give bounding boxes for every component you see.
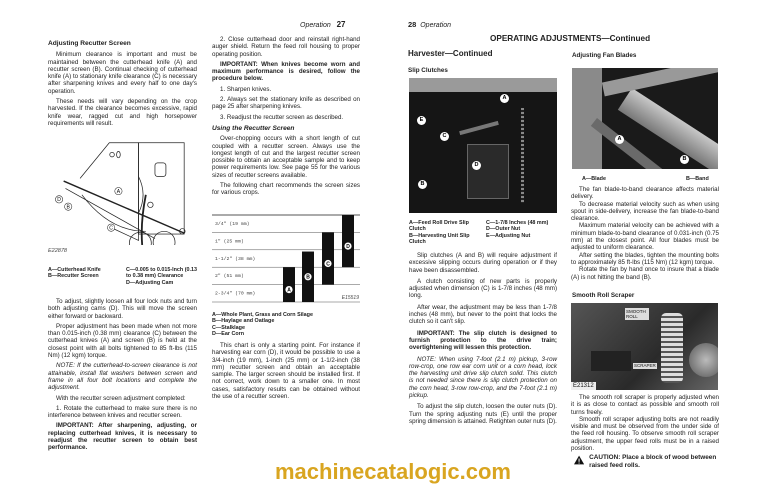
- legend-item: C—Stalklage: [212, 324, 245, 331]
- paragraph: To adjust the slip clutch, loosen the outer nuts (D). Turn the spring adjusting nuts (E) until the proper spring dimension is attained. Retighten outer nuts (D).: [409, 403, 557, 425]
- header-label: Operation: [420, 22, 451, 29]
- figure-legend-right: [126, 267, 197, 286]
- left-column-1-lower: [48, 298, 197, 455]
- left-column-2-lower: [212, 342, 360, 403]
- paragraph: After wear, the adjustment may be less than 1-7/8 inches (48 mm), but never to the point that locks the clutch so it can't slip.: [409, 303, 557, 326]
- left-column-2: [212, 36, 360, 200]
- note: NOTE: If the cutterhead-to-screen clearance is not attainable, install flat washers between screen and frame in all four bolt locations and complete the adjustment.: [48, 362, 197, 392]
- list-item: 2. Always set the stationary knife as described on page 25 after sharpening knives.: [212, 96, 360, 111]
- page-header-left: [300, 21, 346, 29]
- photo-legend-left: [409, 220, 483, 246]
- legend-item: D—Ear Corn: [212, 331, 245, 338]
- svg-text:D: D: [57, 197, 61, 204]
- legend-item: A—Feed Roll Drive Slip Clutch: [409, 220, 469, 233]
- paragraph: A clutch consisting of new parts is properly adjusted when dimension (C) is 1-7/8 inches (48 mm) long.: [409, 277, 557, 300]
- bar-label: A: [287, 287, 291, 294]
- paragraph: Over-chopping occurs with a short length of cut coupled with a recutter screen. Always use the longest length of cut and the largest recutter screen possible to obtain an acceptable sample and to keep power requirements low. See page 55 for the various sizes of recutter screens available.: [212, 135, 360, 179]
- legend-item: E—Adjusting Nut: [486, 232, 531, 239]
- row-label: 3/4" (19 mm): [215, 222, 250, 227]
- legend-item: B—Band: [686, 176, 709, 182]
- paragraph: Slip clutches (A and B) will require adjustment if excessive slipping occurs during operation or if they have been disassembled.: [409, 252, 557, 274]
- smooth-roll-scraper-photo: [571, 303, 718, 390]
- figure-code: E22878: [48, 248, 67, 254]
- fan-blade-photo: [572, 68, 718, 169]
- page-header-right: [408, 21, 451, 29]
- photo-label: C: [440, 132, 449, 141]
- chart-bar-c: [322, 232, 334, 284]
- paragraph: After setting the blades, tighten the mounting bolts to approximately 85 ft-lbs (115 Nm) (12 kgm) torque.: [571, 251, 719, 266]
- paragraph: These needs will vary depending on the crop harvested. If the clearance becomes excessive, rapid knife wear, ragged cut and high horsepower requirements will result.: [48, 98, 197, 127]
- warning-triangle-icon: [574, 454, 584, 466]
- svg-text:A: A: [116, 188, 121, 195]
- left-column-1: [48, 40, 197, 130]
- paragraph: Maximum material velocity can be achieved with a minimum blade-to-band clearance of 0.031-inch (0.75 mm) at the closest point. All four blades must be adjusted to uniform clearance.: [571, 222, 719, 252]
- paragraph: Rotate the fan by hand once to insure that a blade (A) is not hitting the band (B).: [571, 266, 719, 281]
- watermark: machinecatalogic.com: [275, 459, 511, 484]
- paragraph: Smooth roll scraper adjusting bolts are not readily visible and must be observed from the under side of the feed roll housing. To observe smooth roll scraper adjustment, the upper feed rolls must be in a raised position.: [571, 415, 719, 453]
- step: 1. Rotate the cutterhead to make sure there is no interference between knives and recutter screen.: [48, 404, 197, 420]
- page-number: 27: [336, 20, 346, 29]
- legend-item: B—Haylage and Oatlage: [212, 318, 275, 325]
- photo-label: B: [418, 180, 427, 189]
- recutter-diagram: [48, 140, 198, 245]
- chart-legend: [212, 312, 360, 338]
- photo-label: A: [500, 94, 509, 103]
- paragraph: With the recutter screen adjustment completed:: [56, 394, 186, 402]
- important-note: IMPORTANT: When knives become worn and maximum performance is desired, follow the procedure below.: [212, 60, 360, 83]
- bar-label: B: [306, 274, 310, 281]
- paragraph: The smooth roll scraper is properly adjusted when it is as close to contact as possible and smooth roll turns freely.: [571, 394, 719, 416]
- paragraph: Minimum clearance is important and must be maintained between the cutterhead knife (A) and recutter screen (B). Continual checking of cutterhead knife (A) to stationary knife clearance (C) is necessary after sharpening knives and every half to one day's operation.: [48, 51, 197, 95]
- photo-label: A: [615, 135, 624, 144]
- figure-code: E15519: [341, 295, 359, 301]
- chart-bar-d: [342, 215, 354, 267]
- header-label: Operation: [300, 22, 331, 29]
- important-note: IMPORTANT: After sharpening, adjusting, or replacing cutterhead knives, it is necessary to readjust the recutter screen to obtain best performance.: [48, 422, 197, 452]
- paragraph: To adjust, slightly loosen all four lock nuts and turn both adjusting cams (D). This will move the screen either forward or backward.: [48, 298, 197, 320]
- svg-text:C: C: [109, 225, 113, 232]
- photo-legend-right: [486, 220, 558, 239]
- subsection-title: Using the Recutter Screen: [212, 124, 295, 132]
- legend-item: B—Harvesting Unit Slip Clutch: [409, 232, 470, 246]
- section-banner: OPERATING ADJUSTMENTS—Continued: [490, 34, 651, 43]
- photo-label: B: [680, 155, 689, 164]
- right-column-2: [571, 186, 719, 281]
- row-label: 2-3/4" (70 mm): [215, 291, 256, 297]
- right-column-2-lower: [571, 394, 719, 469]
- legend-item: A—Cutterhead Knife: [48, 267, 101, 273]
- photo-tag: SCRAPER: [634, 363, 656, 368]
- paragraph: The fan blade-to-band clearance affects material delivery.: [571, 186, 719, 201]
- step: 2. Close cutterhead door and reinstall right-hand auger shield. Return the feed roll housing to proper operating position.: [212, 36, 360, 58]
- subsection-title: Adjusting Fan Blades: [572, 52, 637, 59]
- list-item: 1. Sharpen knives.: [220, 85, 272, 93]
- figure-legend-left: [48, 267, 118, 280]
- bar-label: D: [346, 244, 350, 250]
- page-number: 28: [408, 20, 417, 29]
- screen-size-chart: [212, 214, 360, 306]
- section-title: Adjusting Recutter Screen: [48, 40, 131, 47]
- legend-item: C—0.005 to 0.015-Inch (0.13 to 0.38 mm) Clearance: [126, 267, 198, 280]
- photo-label: D: [472, 161, 481, 170]
- legend-item: A—Blade: [582, 176, 606, 182]
- figure-code: E21312: [573, 383, 594, 389]
- paragraph: The following chart recommends the screen sizes for various crops.: [212, 182, 360, 197]
- note: NOTE: When using 7-foot (2.1 m) pickup, 3-row row-crop, one row ear corn unit or a corn head, lock the harvesting unit drive slip clutch solid. This clutch is not needed since there is slip clutch protection on the corn head, 3-row row-crop, and the 7-foot (2.1 m) pickup.: [409, 355, 557, 400]
- right-column-1: [409, 252, 557, 428]
- photo-tag: SMOOTH ROLL: [625, 308, 649, 320]
- legend-item: B—Recutter Screen: [48, 273, 99, 280]
- legend-item: D—Adjusting Cam: [126, 279, 174, 286]
- paragraph: This chart is only a starting point. For instance if harvesting ear corn (D), it would be possible to use a 3/4-inch (19 mm), 1-inch (25 mm) or 1-1/2-inch (38 mm) recutter screen and obtain an acceptable sample. The larger screen should be installed first. If not correct, work down to a smaller one. In most cases, satisfactory results can be obtained without the use of a recutter screen.: [212, 342, 360, 401]
- row-label: 2" (51 mm): [215, 274, 244, 280]
- list-item: 3. Readjust the recutter screen as described.: [220, 113, 344, 121]
- legend-item: A—Whole Plant, Grass and Corn Silage: [212, 312, 313, 318]
- section-title: Harvester—Continued: [408, 49, 493, 58]
- subsection-title: Smooth Roll Scraper: [572, 292, 635, 299]
- slip-clutch-photo: [409, 78, 557, 213]
- caution-block: [571, 454, 719, 469]
- legend-item: D—Outer Nut: [486, 226, 521, 233]
- paragraph: Proper adjustment has been made when not more than 0.015-inch (0.38 mm) clearance (C) between the cutterhead knives (A) and screen (B) is held at the closest point with all bolts tightened to 85 ft-lbs (115 Nm) (12 kgm) torque.: [48, 322, 197, 360]
- chart-bar-a: [283, 267, 295, 302]
- row-label: 1-1/2" (38 mm): [215, 256, 256, 262]
- legend-item: C—1-7/8 Inches (48 mm): [486, 220, 549, 226]
- paragraph: To decrease material velocity such as when using spout in side-delivery, increase the fan blade-to-band clearance.: [571, 200, 719, 223]
- photo-label: E: [417, 116, 426, 125]
- svg-text:B: B: [66, 204, 70, 211]
- bar-label: C: [326, 261, 330, 268]
- row-label: 1" (25 mm): [215, 239, 244, 245]
- caution-text: CAUTION: Place a block of wood between raised feed rolls.: [589, 454, 717, 469]
- important-note: IMPORTANT: The slip clutch is designed to furnish protection to the drive train; overtightening will lessen this protection.: [409, 329, 557, 352]
- subsection-title: Slip Clutches: [408, 67, 448, 74]
